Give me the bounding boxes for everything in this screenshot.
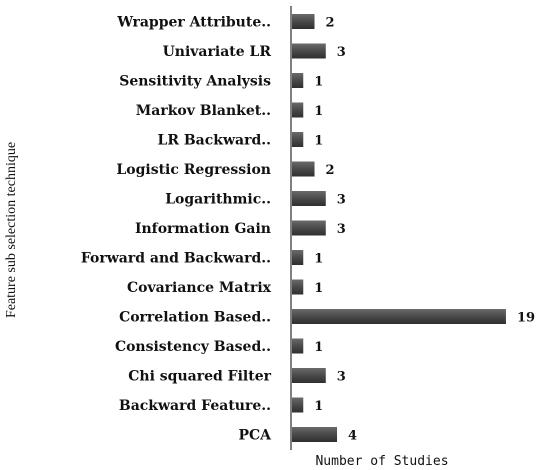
value-label: 3 — [336, 222, 346, 237]
category-label: Logarithmic.. — [165, 191, 271, 208]
bar — [292, 427, 337, 442]
bar — [292, 162, 315, 177]
category-label: Correlation Based.. — [119, 309, 271, 326]
value-label: 2 — [325, 163, 335, 178]
bar — [292, 339, 303, 354]
category-label: Wrapper Attribute.. — [117, 14, 271, 31]
value-label: 1 — [314, 251, 324, 267]
category-labels — [81, 15, 272, 444]
category-label: Covariance Matrix — [126, 280, 271, 296]
category-label: Markov Blanket.. — [135, 103, 271, 119]
bar — [292, 368, 326, 383]
bar — [292, 103, 303, 118]
bar — [292, 221, 326, 236]
bar — [292, 73, 303, 88]
bar — [292, 191, 326, 206]
value-label: 1 — [314, 340, 324, 355]
value-label: 3 — [336, 192, 346, 208]
value-label: 4 — [348, 428, 358, 444]
value-labels — [314, 16, 535, 444]
value-label: 3 — [336, 369, 346, 385]
value-label: 19 — [516, 310, 536, 326]
category-label: Consistency Based.. — [114, 339, 271, 355]
category-label: Forward and Backward.. — [80, 250, 271, 267]
value-label: 1 — [314, 74, 324, 90]
bar — [292, 280, 303, 295]
bar — [292, 14, 315, 29]
value-label: 1 — [314, 133, 324, 149]
value-label: 1 — [314, 104, 324, 119]
value-label: 3 — [336, 45, 346, 60]
bar — [292, 132, 303, 147]
bars-group — [292, 14, 506, 442]
category-label: Information Gain — [134, 221, 271, 237]
value-label: 1 — [314, 281, 324, 296]
category-label: PCA — [238, 427, 271, 444]
category-label: Backward Feature.. — [118, 398, 271, 414]
x-axis-title: Number of Studies — [315, 454, 449, 469]
value-label: 1 — [314, 399, 324, 414]
bar — [292, 398, 303, 413]
bar — [292, 250, 303, 265]
category-label: LR Backward.. — [157, 132, 271, 149]
bar — [292, 309, 506, 324]
y-axis-title: Feature sub selection technique — [4, 141, 19, 319]
category-label: Univariate LR — [162, 44, 271, 60]
category-label: Logistic Regression — [116, 162, 271, 178]
category-label: Chi squared Filter — [128, 368, 271, 385]
value-label: 2 — [325, 15, 335, 31]
bar — [292, 44, 326, 59]
category-label: Sensitivity Analysis — [119, 73, 271, 90]
